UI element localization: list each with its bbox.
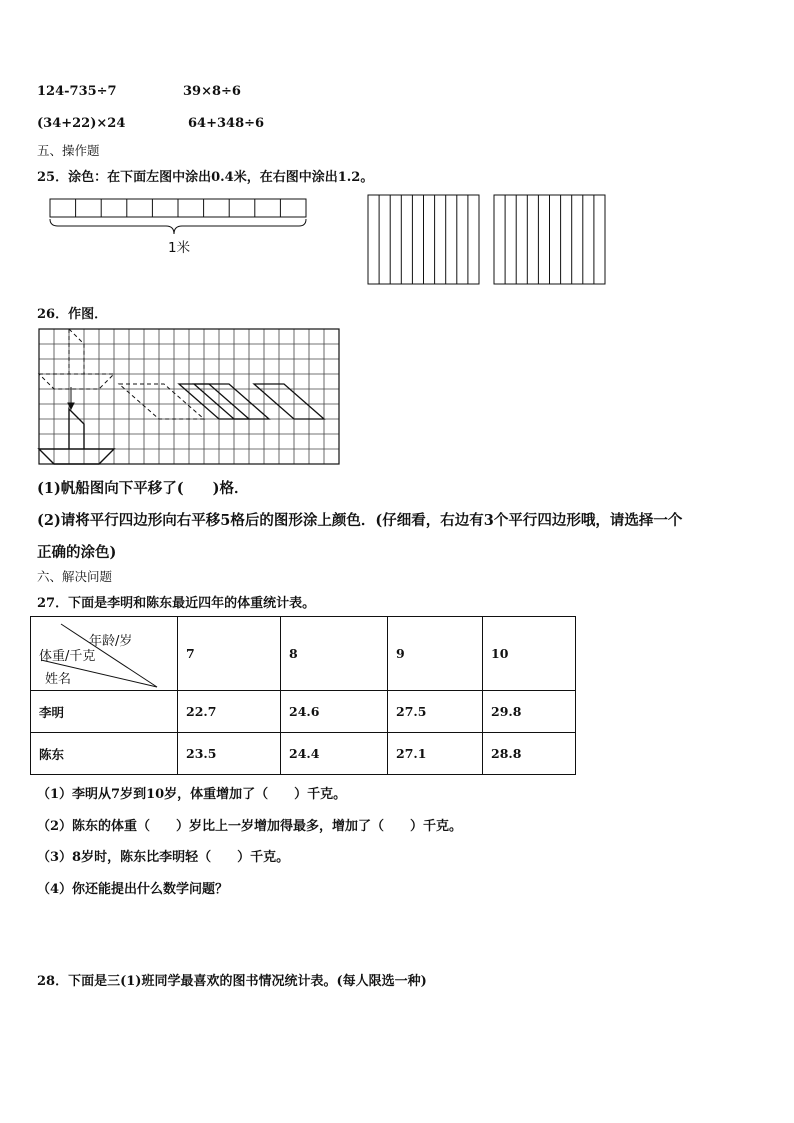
cell-value: 24.4 — [281, 733, 388, 775]
header-age-label: 年龄/岁 — [89, 634, 133, 649]
header-age-7: 7 — [178, 617, 281, 691]
q27-sub4: （4）你还能提出什么数学问题？ — [37, 882, 229, 897]
expression-1: 124-735÷7 — [37, 84, 117, 99]
cell-value: 27.1 — [388, 733, 483, 775]
weight-table — [30, 616, 576, 775]
hundred-squares-figure — [365, 192, 615, 288]
square-left[interactable] — [368, 195, 479, 284]
meter-bar[interactable] — [50, 199, 306, 217]
header-age-8: 8 — [281, 617, 388, 691]
q26-title: 26．作图． — [37, 307, 108, 322]
cell-value: 27.5 — [388, 691, 483, 733]
q27-title: 27．下面是李明和陈东最近四年的体重统计表。 — [37, 596, 316, 611]
cell-value: 23.5 — [178, 733, 281, 775]
expression-4: 64+348÷6 — [188, 116, 265, 131]
expression-2: 39×8÷6 — [183, 84, 241, 99]
table-corner-header — [31, 617, 178, 691]
drawing-grid-figure — [37, 327, 341, 467]
header-age-9: 9 — [388, 617, 483, 691]
cell-value: 29.8 — [483, 691, 576, 733]
table-row — [31, 691, 576, 733]
q26-sub1: (1)帆船图向下平移了( )格． — [37, 480, 249, 497]
q27-sub1: （1）李明从7岁到10岁，体重增加了（ ）千克。 — [37, 787, 347, 802]
row-name-liming: 李明 — [31, 691, 178, 733]
cell-value: 24.6 — [281, 691, 388, 733]
cell-value: 28.8 — [483, 733, 576, 775]
q26-sub2-line2: 正确的涂色) — [37, 544, 117, 561]
square-right[interactable] — [494, 195, 605, 284]
cell-value: 22.7 — [178, 691, 281, 733]
section5-title: 五、操作题 — [37, 143, 100, 158]
header-weight-label: 体重/千克 — [39, 649, 96, 664]
table-row — [31, 733, 576, 775]
q27-sub3: （3）8岁时，陈东比李明轻（ ）千克。 — [37, 850, 290, 865]
q25-text: 25．涂色：在下面左图中涂出0.4米，在右图中涂出1.2。 — [37, 170, 374, 185]
meter-brace — [50, 219, 306, 234]
q27-sub2: （2）陈东的体重（ ）岁比上一岁增加得最多，增加了（ ）千克。 — [37, 819, 463, 834]
section6-title: 六、解决问题 — [37, 569, 113, 584]
header-age-10: 10 — [483, 617, 576, 691]
header-name-label: 姓名 — [45, 672, 72, 687]
expression-3: (34+22)×24 — [37, 116, 126, 131]
sailboat-moved — [39, 409, 114, 464]
meter-label: 1米 — [168, 240, 191, 256]
q28-title: 28．下面是三(1)班同学最喜欢的图书情况统计表。(每人限选一种) — [37, 974, 427, 989]
q26-sub2-line1: (2)请将平行四边形向右平移5格后的图形涂上颜色．(仔细看，右边有3个平行四边形哦，请选择一个 — [37, 512, 683, 529]
row-name-chendong: 陈东 — [31, 733, 178, 775]
